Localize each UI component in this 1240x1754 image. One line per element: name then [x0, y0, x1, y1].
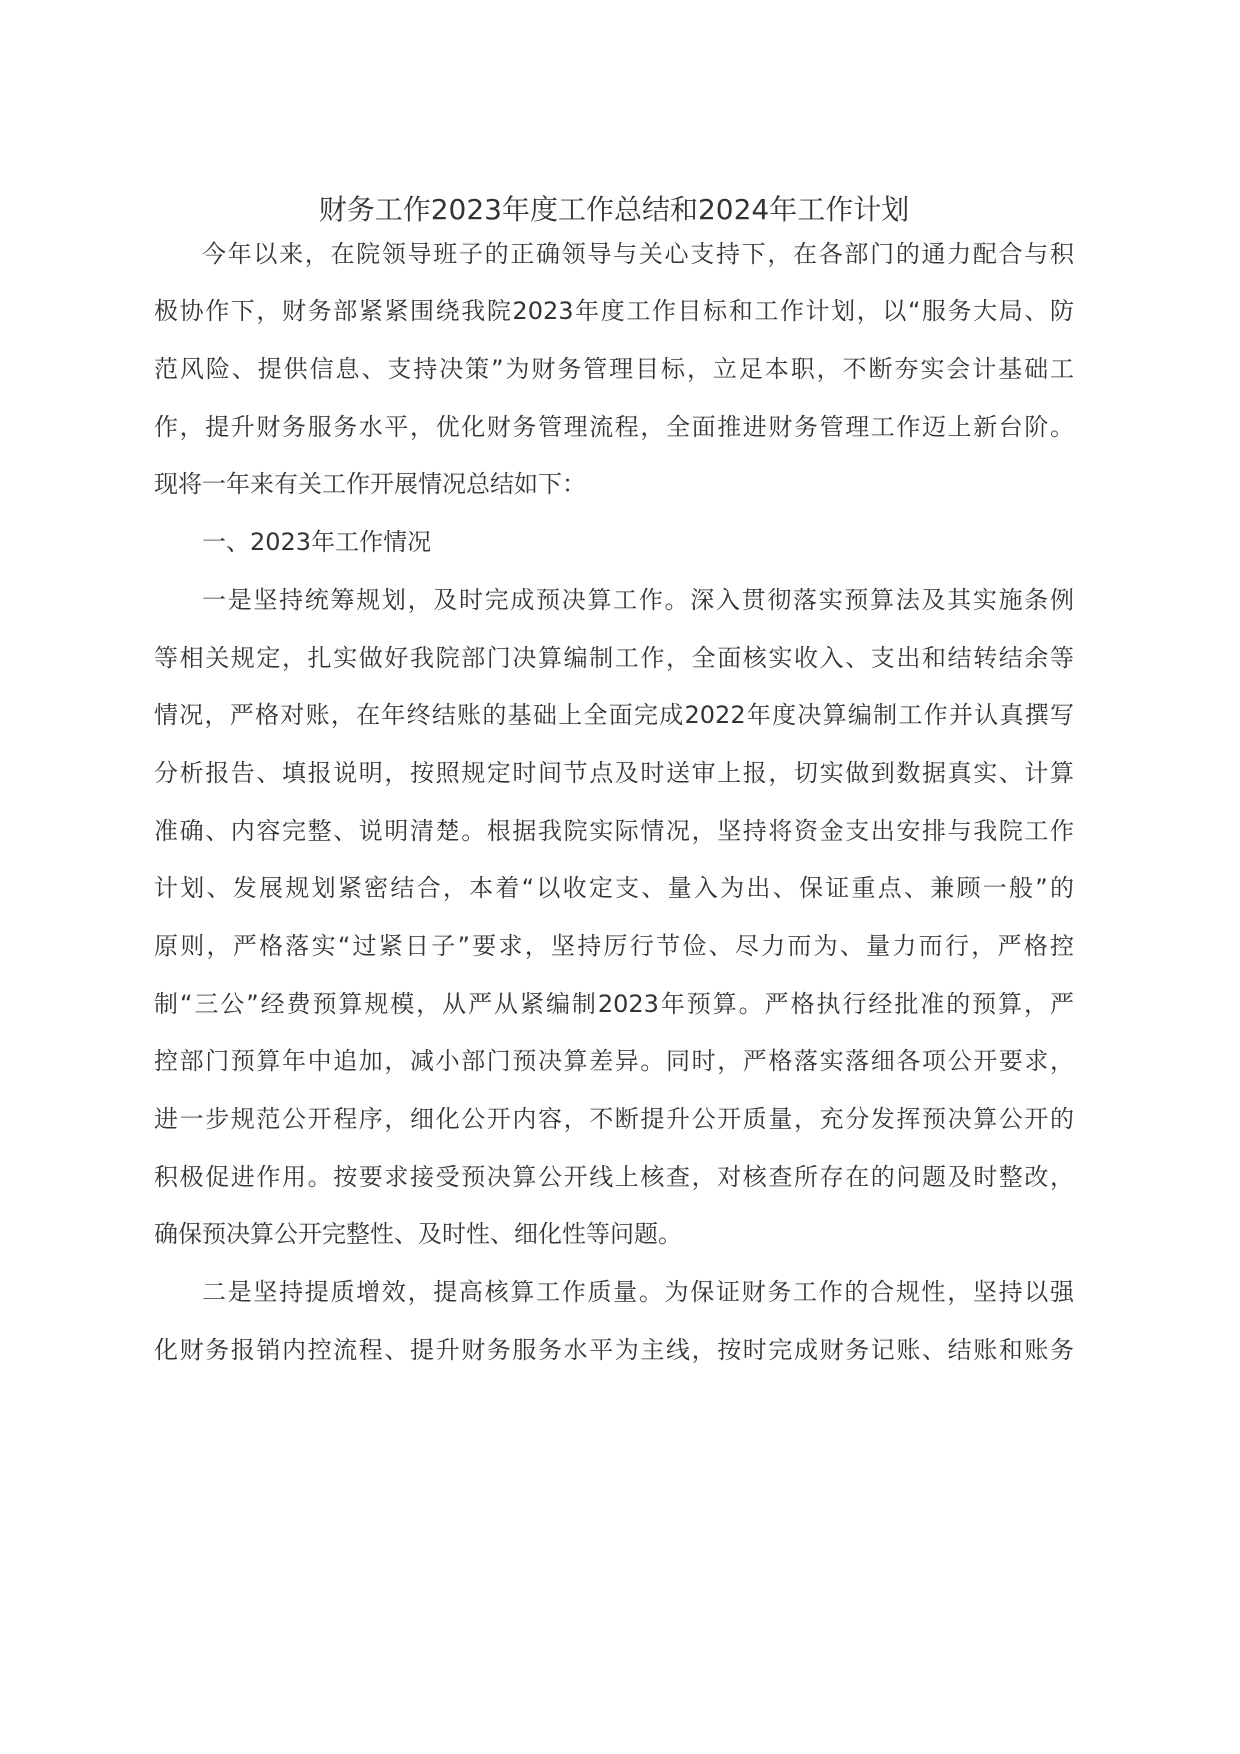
section-heading: 一、2023年工作情况 [202, 528, 432, 556]
paragraph-2-line: 情况，严格对账，在年终结账的基础上全面完成2022年度决算编制工作并认真撰写 [154, 701, 1074, 729]
paragraph-2-line: 积极促进作用。按要求接受预决算公开线上核查，对核查所存在的问题及时整改， [154, 1163, 1074, 1191]
paragraph-1-line: 极协作下，财务部紧紧围绕我院2023年度工作目标和工作计划，以“服务大局、防 [154, 297, 1074, 325]
paragraph-2-line: 确保预决算公开完整性、及时性、细化性等问题。 [154, 1220, 682, 1248]
paragraph-3-line: 二是坚持提质增效，提高核算工作质量。为保证财务工作的合规性，坚持以强 [202, 1278, 1074, 1306]
paragraph-2-line: 计划、发展规划紧密结合，本着“以收定支、量入为出、保证重点、兼顾一般”的 [154, 874, 1074, 902]
paragraph-2-line: 准确、内容完整、说明清楚。根据我院实际情况，坚持将资金支出安排与我院工作 [154, 817, 1074, 845]
paragraph-2-line: 等相关规定，扎实做好我院部门决算编制工作，全面核实收入、支出和结转结余等 [154, 644, 1074, 672]
paragraph-2-line: 控部门预算年中追加，减小部门预决算差异。同时，严格落实落细各项公开要求， [154, 1047, 1074, 1075]
paragraph-1-line: 现将一年来有关工作开展情况总结如下： [154, 470, 586, 498]
paragraph-2-line: 制“三公”经费预算规模，从严从紧编制2023年预算。严格执行经批准的预算，严 [154, 990, 1074, 1018]
paragraph-2-line: 进一步规范公开程序，细化公开内容，不断提升公开质量，充分发挥预决算公开的 [154, 1105, 1074, 1133]
paragraph-2-line: 分析报告、填报说明，按照规定时间节点及时送审上报，切实做到数据真实、计算 [154, 759, 1074, 787]
paragraph-3-line: 化财务报销内控流程、提升财务服务水平为主线，按时完成财务记账、结账和账务 [154, 1336, 1074, 1364]
document-title: 财务工作2023年度工作总结和2024年工作计划 [318, 193, 910, 226]
document-page [154, 0, 1074, 1754]
paragraph-2-line: 原则，严格落实“过紧日子”要求，坚持厉行节俭、尽力而为、量力而行，严格控 [154, 932, 1074, 960]
paragraph-1-line: 范风险、提供信息、支持决策”为财务管理目标，立足本职，不断夯实会计基础工 [154, 355, 1074, 383]
paragraph-1-line: 作，提升财务服务水平，优化财务管理流程，全面推进财务管理工作迈上新台阶。 [154, 413, 1074, 441]
paragraph-2-line: 一是坚持统筹规划，及时完成预决算工作。深入贯彻落实预算法及其实施条例 [202, 586, 1074, 614]
paragraph-1-line: 今年以来，在院领导班子的正确领导与关心支持下，在各部门的通力配合与积 [202, 240, 1074, 268]
